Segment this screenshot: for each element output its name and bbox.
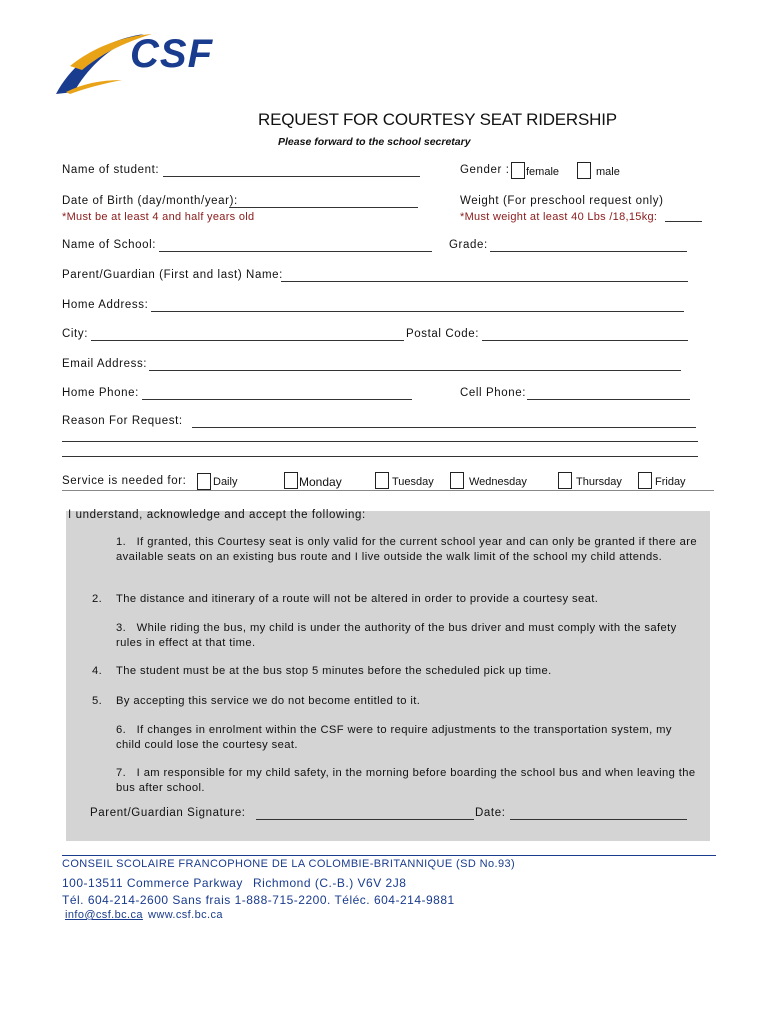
agreement-num-5: 5. [92, 695, 103, 707]
agreement-item-7 [116, 766, 698, 795]
dob-note: *Must be at least 4 and half years old [62, 211, 255, 223]
address-label: Home Address: [62, 299, 149, 311]
item-text: I am responsible for my child safety, in the morning before boarding the school bus and when leaving the bus after school. [116, 767, 696, 794]
guardian-field[interactable] [281, 281, 688, 282]
weight-field[interactable] [665, 221, 702, 222]
item-text: If changes in enrolment within the CSF were to require adjustments to the transportation system, my child could lose the courtesy seat. [116, 724, 672, 751]
cell-phone-label: Cell Phone: [460, 387, 527, 399]
weight-note: *Must weight at least 40 Lbs /18,15kg: [460, 211, 658, 223]
student-name-label: Name of student: [62, 164, 160, 176]
agreement-item-5: By accepting this service we do not become entitled to it. [116, 695, 421, 707]
city-field[interactable] [91, 340, 404, 341]
service-label: Service is needed for: [62, 475, 187, 487]
email-label: Email Address: [62, 358, 148, 370]
thursday-checkbox[interactable] [558, 472, 572, 489]
female-label: female [526, 166, 560, 178]
footer-web-link[interactable]: www.csf.bc.ca [148, 909, 223, 921]
postal-field[interactable] [482, 340, 688, 341]
dob-label: Date of Birth (day/month/year): [62, 195, 238, 207]
city-label: City: [62, 328, 88, 340]
address-field[interactable] [151, 311, 684, 312]
form-title: REQUEST FOR COURTESY SEAT RIDERSHIP [258, 110, 617, 129]
monday-label: Monday [299, 475, 342, 489]
grade-field[interactable] [490, 251, 687, 252]
agreement-num-2: 2. [92, 593, 103, 605]
dob-field[interactable] [229, 207, 418, 208]
item-number: 6. [116, 724, 127, 736]
postal-label: Postal Code: [406, 328, 480, 340]
footer-org: CONSEIL SCOLAIRE FRANCOPHONE DE LA COLOMBIE-BRITANNIQUE (SD No.93) [62, 858, 516, 870]
item-number: 7. [116, 767, 127, 779]
item-number: 1. [116, 536, 127, 548]
cell-phone-field[interactable] [527, 399, 690, 400]
agreement-item-2: The distance and itinerary of a route will not be altered in order to provide a courtesy seat. [116, 593, 599, 605]
footer-divider [62, 855, 716, 856]
reason-field-3[interactable] [62, 456, 698, 457]
male-checkbox[interactable] [577, 162, 591, 179]
footer-address: 100-13511 Commerce Parkway [62, 876, 243, 890]
form-subtitle: Please forward to the school secretary [278, 136, 471, 148]
agreement-item-4: The student must be at the bus stop 5 minutes before the scheduled pick up time. [116, 665, 552, 677]
school-field[interactable] [159, 251, 432, 252]
days-underline [62, 490, 714, 491]
agreement-item-6 [116, 723, 698, 752]
home-phone-label: Home Phone: [62, 387, 139, 399]
tuesday-checkbox[interactable] [375, 472, 389, 489]
daily-checkbox[interactable] [197, 473, 211, 490]
item-number: 3. [116, 622, 127, 634]
item-text: If granted, this Courtesy seat is only valid for the current school year and can only be granted if there are available seats on an existing bus route and I live outside the walk limit of the school my child attends. [116, 536, 698, 563]
wednesday-label: Wednesday [469, 476, 527, 488]
date-field[interactable] [510, 819, 687, 820]
reason-field-1[interactable] [192, 427, 696, 428]
guardian-label: Parent/Guardian (First and last) Name: [62, 269, 283, 281]
item-text: While riding the bus, my child is under the authority of the bus driver and must comply with the safety rules in effect at that time. [116, 622, 677, 649]
daily-label: Daily [213, 476, 238, 488]
gender-label: Gender : [460, 164, 510, 176]
signature-field[interactable] [256, 819, 474, 820]
email-field[interactable] [149, 370, 681, 371]
tuesday-label: Tuesday [392, 476, 434, 488]
wednesday-checkbox[interactable] [450, 472, 464, 489]
agreement-intro: I understand, acknowledge and accept the following: [68, 509, 366, 521]
reason-field-2[interactable] [62, 441, 698, 442]
female-checkbox[interactable] [511, 162, 525, 179]
date-label: Date: [475, 807, 506, 819]
agreement-item-1 [116, 535, 698, 564]
home-phone-field[interactable] [142, 399, 412, 400]
agreement-num-4: 4. [92, 665, 103, 677]
footer-email-link[interactable]: info@csf.bc.ca [65, 909, 143, 921]
grade-label: Grade: [449, 239, 488, 251]
signature-label: Parent/Guardian Signature: [90, 807, 246, 819]
monday-checkbox[interactable] [284, 472, 298, 489]
reason-label: Reason For Request: [62, 415, 183, 427]
friday-label: Friday [655, 476, 686, 488]
student-name-field[interactable] [163, 176, 420, 177]
footer-city: Richmond (C.-B.) V6V 2J8 [253, 876, 407, 890]
csf-logo [52, 26, 252, 98]
thursday-label: Thursday [576, 476, 622, 488]
csf-logo-text: CSF [130, 32, 213, 76]
school-label: Name of School: [62, 239, 157, 251]
footer-phones: Tél. 604-214-2600 Sans frais 1-888-715-2200. Téléc. 604-214-9881 [62, 893, 455, 907]
male-label: male [596, 166, 620, 178]
friday-checkbox[interactable] [638, 472, 652, 489]
weight-label: Weight (For preschool request only) [460, 195, 664, 207]
agreement-item-3 [116, 621, 698, 650]
